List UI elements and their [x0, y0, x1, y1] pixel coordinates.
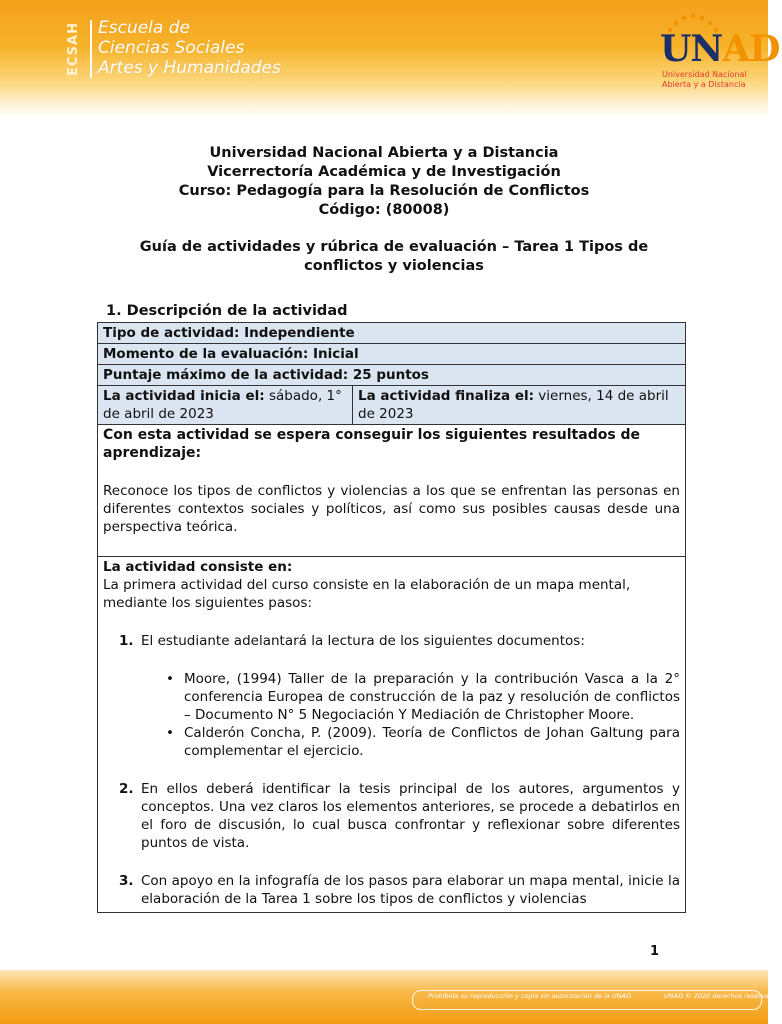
list-item: • Calderón Concha, P. (2009). Teoría de Conflictos de Johan Galtung para complementar el ejercicio.: [166, 725, 680, 759]
activity-type: Tipo de actividad: Independiente: [98, 323, 686, 344]
school-line: Escuela de: [98, 18, 190, 38]
unad-logo: [660, 14, 780, 90]
activity-description-intro: La primera actividad del curso consiste en la elaboración de un mapa mental, mediante los siguientes pasos:: [103, 577, 631, 611]
max-score: Puntaje máximo de la actividad: 25 puntos: [98, 365, 686, 386]
ecsah-logo-text: ECSAH: [66, 22, 81, 76]
logo-divider: [90, 20, 92, 78]
list-item: 3. Con apoyo en la infografía de los pasos para elaborar un mapa mental, inicie la elaboración de la Tarea 1 sobre los tipos de conflictos y violencias: [119, 873, 680, 907]
steps-list: [103, 632, 680, 908]
course-code: Código: (80008): [318, 202, 450, 218]
activity-table: [97, 322, 686, 913]
activity-description-cell: [98, 557, 686, 913]
footer-notice: Prohibida su reproducción y copia sin autorización de la UNAD.: [428, 992, 634, 1000]
page-number: 1: [650, 944, 660, 959]
end-date-cell: La actividad finaliza el: viernes, 14 de abril de 2023: [353, 386, 686, 425]
list-item: • Moore, (1994) Taller de la preparación y la contribución Vasca a la 2° conferencia Europea de construcción de la paz y resolución de conflictos – Documento N° 5 Negociación Y Mediación de Christopher Moore.: [166, 671, 680, 723]
course-name: Curso: Pedagogía para la Resolución de Conflictos: [178, 183, 590, 199]
evaluation-moment: Momento de la evaluación: Inicial: [98, 344, 686, 365]
university-name: Universidad Nacional Abierta y a Distancia: [209, 145, 559, 161]
logo-wordmark: UNAD: [660, 28, 780, 70]
learning-outcomes-title: Con esta actividad se espera conseguir los siguientes resultados de aprendizaje:: [103, 427, 641, 461]
learning-outcomes-cell: [98, 425, 686, 557]
activity-description-title: La actividad consiste en:: [103, 559, 293, 575]
guide-title: Guía de actividades y rúbrica de evaluación – Tarea 1 Tipos de conflictos y violencias: [139, 239, 649, 274]
school-line: Ciencias Sociales: [98, 38, 245, 58]
school-line: Artes y Humanidades: [98, 58, 281, 78]
footer-banner: [0, 970, 782, 1024]
section-heading: 1. Descripción de la actividad: [106, 303, 348, 319]
footer-rights: UNAD © 2020 derechos reservados.: [664, 992, 782, 1000]
list-item: 1. El estudiante adelantará la lectura de los siguientes documentos: • Moore, (1994) Taller de la preparación y la contribución Vasca a la 2° conferencia Europea de construcción de la paz y resolución de conflictos – Documento N° 5 Negociación Y Mediación de Christopher Moore. • Calderón Concha, P. (2009). Teoría de Conflictos de Johan Galtung para complementar el ejercicio.: [103, 632, 680, 760]
logo-subtitle: Universidad Nacional Abierta y a Distancia: [662, 70, 747, 89]
header-banner: [0, 0, 780, 118]
school-name: [98, 18, 281, 78]
list-item: 2. En ellos deberá identificar la tesis principal de los autores, argumentos y conceptos. Una vez claros los elementos anteriores, se procede a debatirlos en el foro de discusión, lo cual busca confrontar y reflexionar sobre diferentes puntos de vista.: [119, 781, 680, 851]
start-date-cell: La actividad inicia el: sábado, 1° de abril de 2023: [98, 386, 353, 425]
vicerrectoria: Vicerrectoría Académica y de Investigación: [207, 164, 561, 180]
learning-outcomes-text: Reconoce los tipos de conflictos y violencias a los que se enfrentan las personas en diferentes contextos sociales y políticos, así como sus posibles causas desde una perspectiva teórica.: [103, 483, 680, 535]
documents-list: [141, 670, 680, 760]
